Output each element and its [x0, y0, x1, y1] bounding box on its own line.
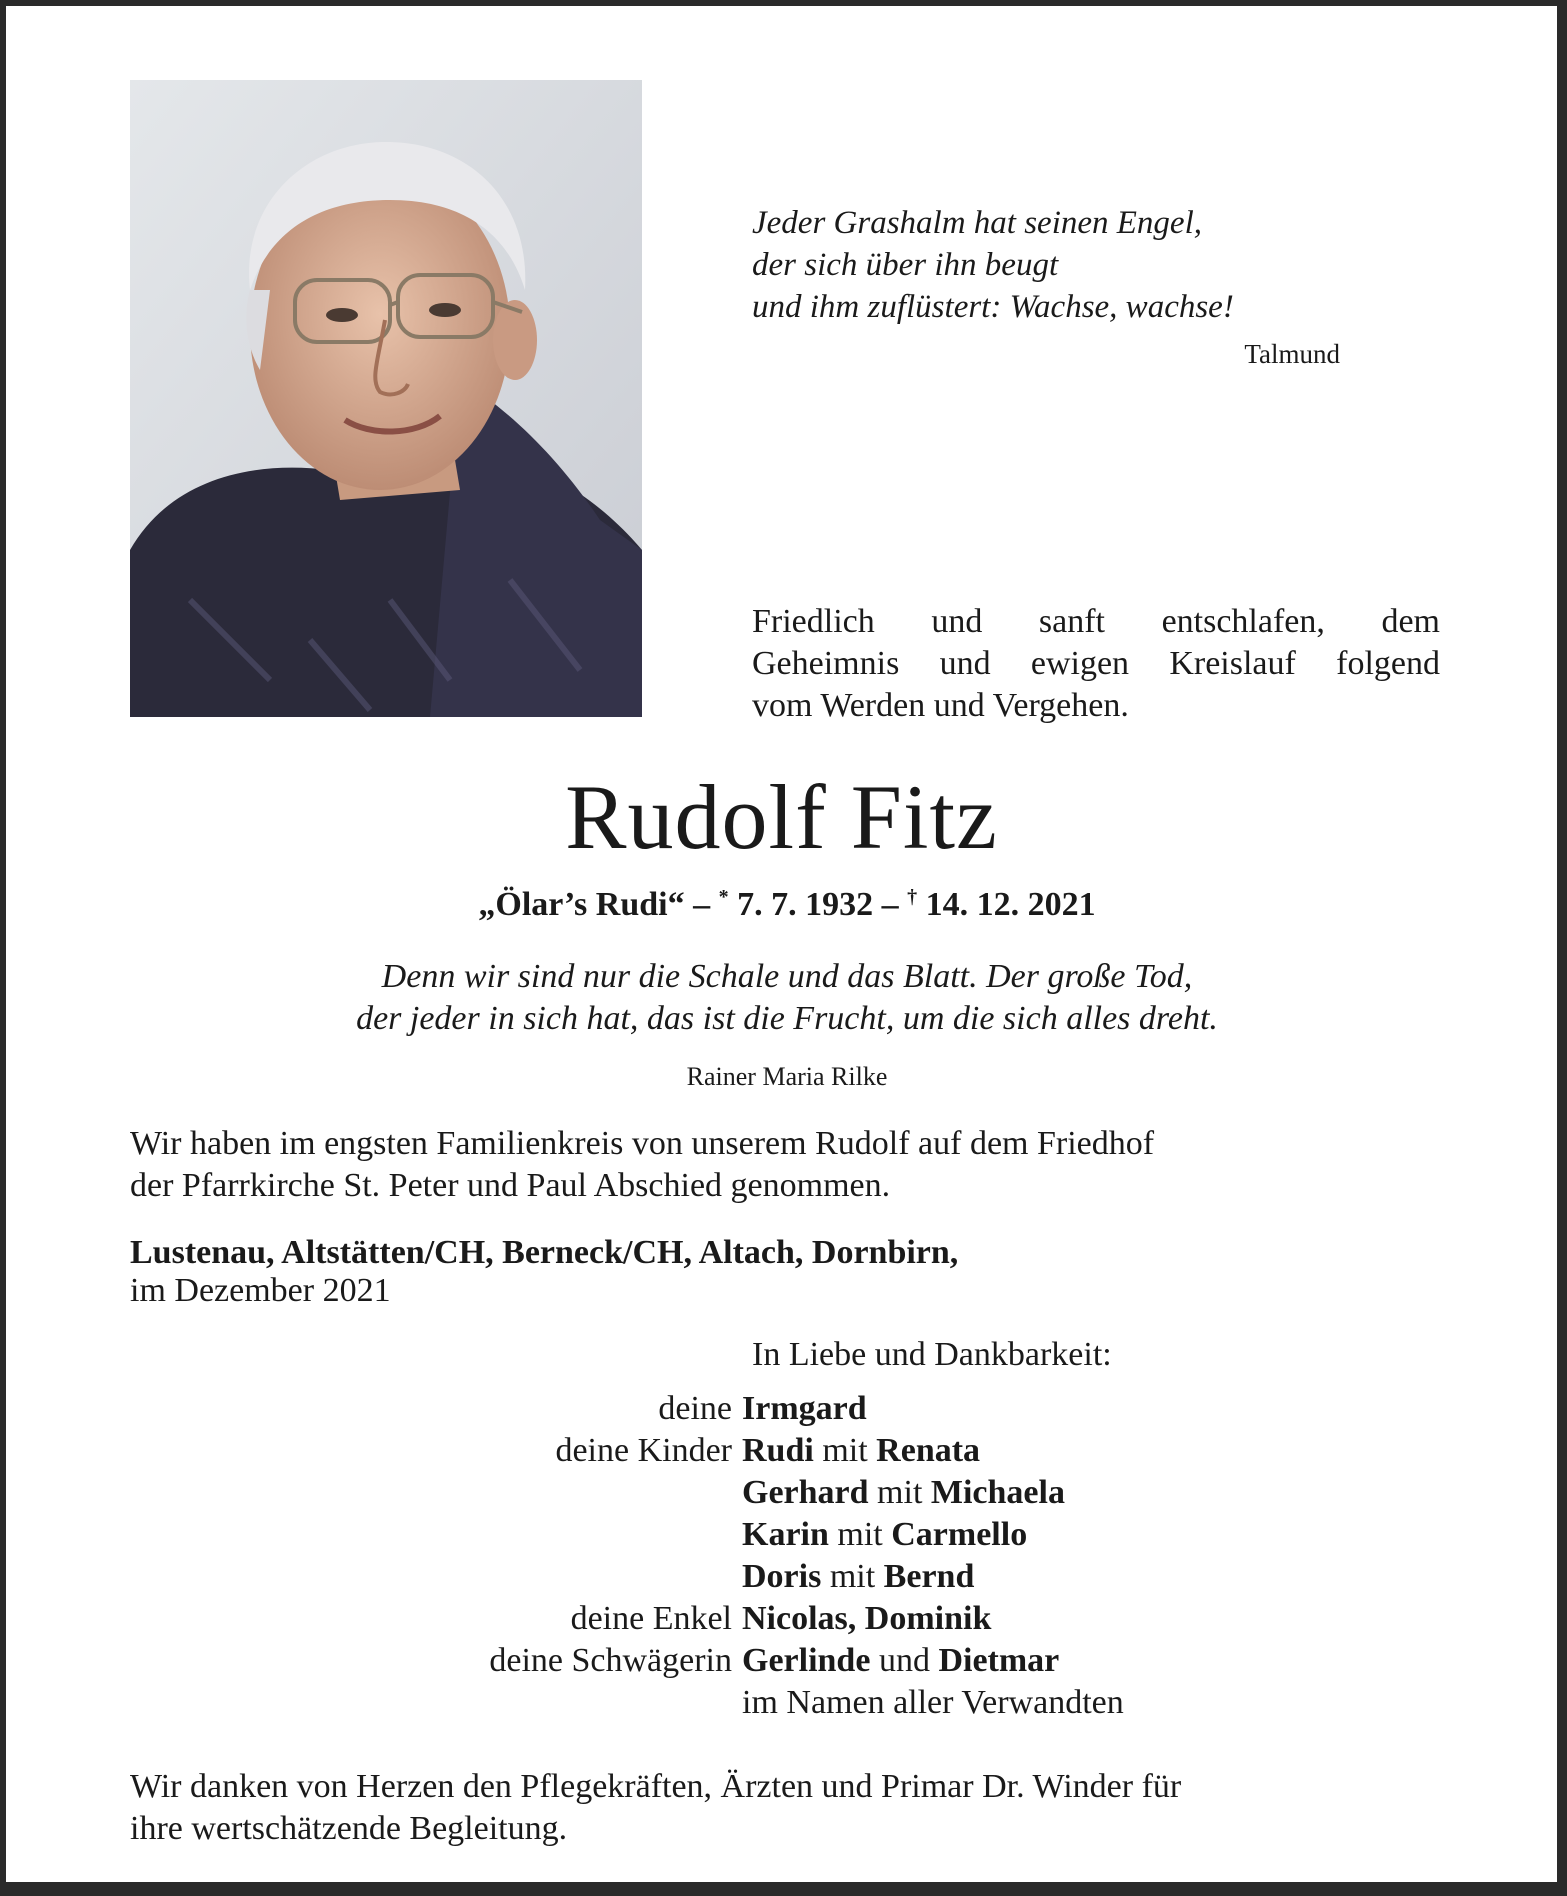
family-member-name: Bernd	[883, 1558, 975, 1595]
family-list	[130, 1388, 1450, 1724]
deceased-name: Rudolf Fitz	[565, 766, 998, 868]
places-block	[130, 1234, 1450, 1310]
portrait-icon	[130, 80, 642, 717]
portrait-photo	[130, 80, 642, 717]
relation-label: deine Enkel	[570, 1600, 732, 1637]
family-row	[130, 1514, 1450, 1556]
family-names	[742, 1682, 1124, 1724]
family-member-name: Doris	[742, 1558, 822, 1595]
relation-label	[130, 1556, 742, 1598]
family-member-name: Nicolas, Dominik	[742, 1600, 992, 1637]
birth-date: 7. 7. 1932	[728, 886, 874, 923]
family-names	[742, 1640, 1059, 1682]
family-member-name: Michaela	[930, 1474, 1065, 1511]
quote-line: und ihm zuflüstert: Wachse, wachse!	[752, 289, 1234, 325]
connector-text: mit	[828, 1516, 892, 1553]
quote-source: Talmund	[1244, 339, 1340, 369]
family-member-name: Dietmar	[938, 1642, 1060, 1679]
family-row	[130, 1556, 1450, 1598]
relation-label	[130, 1472, 742, 1514]
relation-label	[130, 1514, 742, 1556]
intro-line: Geheimnis und ewigen Kreislauf folgend	[752, 645, 1440, 682]
family-row	[130, 1640, 1450, 1682]
locations: Lustenau, Altstätten/CH, Berneck/CH, Altach, Dornbirn,	[130, 1234, 959, 1271]
separator: –	[684, 886, 719, 923]
farewell-line: der Pfarrkirche St. Peter und Paul Abschied genommen.	[130, 1167, 891, 1204]
separator: –	[873, 886, 908, 923]
family-row	[130, 1472, 1450, 1514]
obituary-page	[6, 6, 1557, 1882]
family-names	[742, 1388, 867, 1430]
birth-symbol: *	[718, 886, 729, 908]
family-member-name: Renata	[876, 1432, 981, 1469]
connector-text: mit	[868, 1474, 931, 1511]
family-row	[130, 1598, 1450, 1640]
thanks-line: ihre wertschätzende Begleitung.	[130, 1810, 568, 1847]
connector-text: und	[870, 1642, 939, 1679]
family-names	[742, 1430, 980, 1472]
family-member-name: Rudi	[742, 1432, 814, 1469]
family-row	[130, 1388, 1450, 1430]
family-names	[742, 1598, 991, 1640]
intro-text	[752, 601, 1440, 727]
closing-line: In Liebe und Dankbarkeit:	[752, 1336, 1112, 1373]
relation-label: deine	[658, 1390, 732, 1427]
quote-line: Jeder Grashalm hat seinen Engel,	[752, 205, 1202, 241]
family-names	[742, 1556, 974, 1598]
connector-text: mit	[813, 1432, 877, 1469]
life-dates	[6, 886, 1567, 924]
quote-line: der sich über ihn beugt	[752, 247, 1059, 283]
family-names	[742, 1514, 1027, 1556]
family-member-name: Carmello	[891, 1516, 1028, 1553]
intro-line: vom Werden und Vergehen.	[752, 687, 1129, 724]
family-member-name: Karin	[742, 1516, 829, 1553]
family-member-name: Gerlinde	[742, 1642, 871, 1679]
nickname: „Ölar’s Rudi“	[478, 886, 685, 923]
relation-label: deine Kinder	[555, 1432, 732, 1469]
relation-label	[130, 1682, 742, 1724]
family-row	[130, 1430, 1450, 1472]
intro-line: Friedlich und sanft entschlafen, dem	[752, 603, 1440, 640]
thanks-text	[130, 1766, 1450, 1850]
connector-text: mit	[821, 1558, 884, 1595]
quote-line: Denn wir sind nur die Schale und das Blatt. Der große Tod,	[381, 958, 1193, 995]
family-member-name: Gerhard	[742, 1474, 869, 1511]
family-member-name: Irmgard	[742, 1390, 867, 1427]
talmud-quote	[752, 202, 1352, 328]
quote-source: Rainer Maria Rilke	[686, 1062, 888, 1091]
thanks-line: Wir danken von Herzen den Pflegekräften, Ärzten und Primar Dr. Winder für	[130, 1768, 1182, 1805]
quote-line: der jeder in sich hat, das ist die Frucht, um die sich alles dreht.	[356, 1000, 1218, 1037]
death-date: 14. 12. 2021	[917, 886, 1096, 923]
death-symbol: †	[907, 886, 918, 908]
rilke-quote	[6, 956, 1567, 1040]
farewell-line: Wir haben im engsten Familienkreis von unserem Rudolf auf dem Friedhof	[130, 1125, 1155, 1162]
date-line: im Dezember 2021	[130, 1272, 391, 1309]
relation-label: deine Schwägerin	[489, 1642, 732, 1679]
family-names	[742, 1472, 1065, 1514]
connector-text: im Namen aller Verwandten	[742, 1684, 1124, 1721]
family-row	[130, 1682, 1450, 1724]
farewell-text	[130, 1123, 1450, 1207]
